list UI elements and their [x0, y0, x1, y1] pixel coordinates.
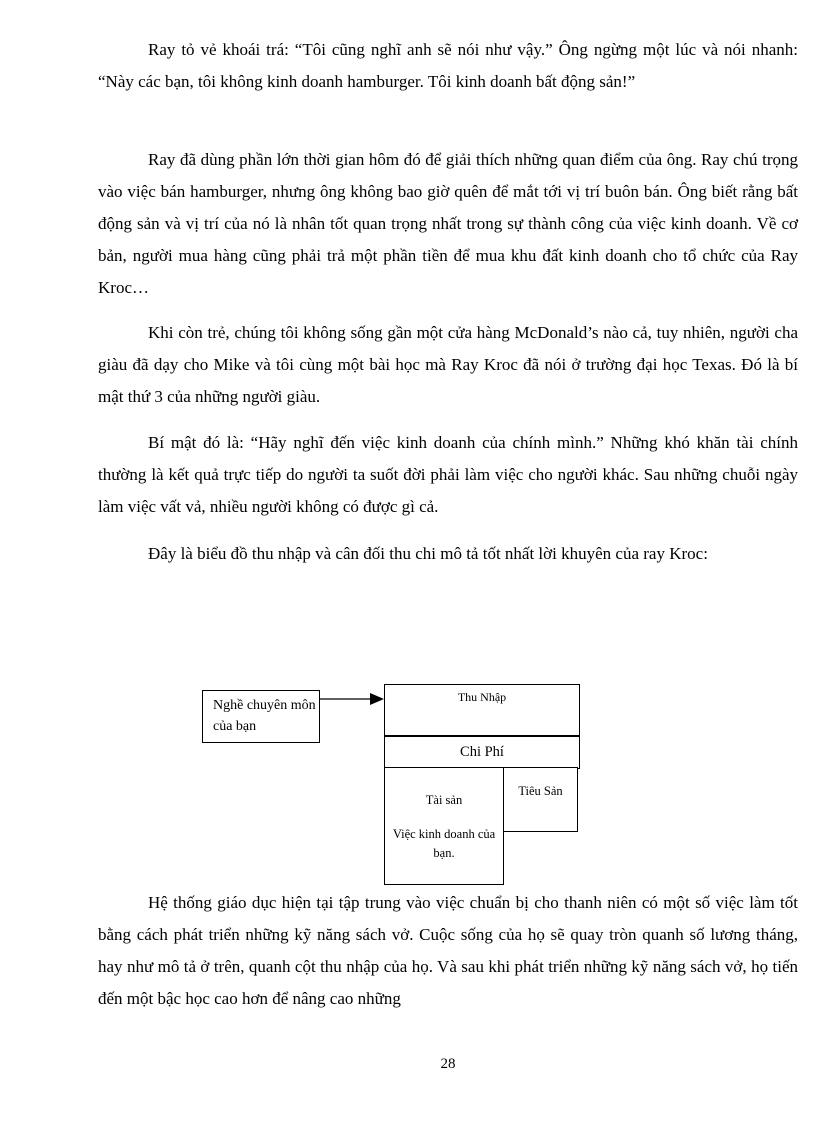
liabilities-box: Tiêu Sản: [503, 767, 578, 832]
career-box: Nghề chuyên môn của bạn: [202, 690, 320, 743]
paragraph-2: Ray đã dùng phần lớn thời gian hôm đó để giải thích những quan điểm của ông. Ray chú trọng vào việc bán hamburger, nhưng ông không bao giờ quên để mắt tới vị trí buôn bán. Ông biết rằng bất động sản và vị trí của nó là nhân tốt quan trọng nhất trong sự thành công của việc kinh doanh. Về cơ bản, người mua hàng cũng phải trả một phần tiền để mua khu đất kinh doanh cho tổ chức của Ray Kroc…: [98, 150, 798, 297]
income-box: Thu Nhập: [384, 684, 580, 736]
paragraph-1: Ray tỏ vẻ khoái trá: “Tôi cũng nghĩ anh sẽ nói như vậy.” Ông ngừng một lúc và nói nhanh: “Này các bạn, tôi không kinh doanh hamburger. Tôi kinh doanh bất động sản!”: [98, 40, 798, 91]
paragraph-3: Khi còn trẻ, chúng tôi không sống gần một cửa hàng McDonald’s nào cả, tuy nhiên, người cha giàu đã dạy cho Mike và tôi cùng một bài học mà Ray Kroc đã nói ở trường đại học Texas. Đó là bí mật thứ 3 của những người giàu.: [98, 323, 798, 406]
page-number: 28: [440, 1056, 456, 1072]
arrow-right-icon: [320, 690, 386, 710]
expense-box: Chi Phí: [384, 736, 580, 769]
business-label: Việc kinh doanh của bạn.: [392, 827, 496, 860]
assets-box: [384, 767, 504, 885]
paragraph-5: Đây là biểu đồ thu nhập và cân đối thu chi mô tả tốt nhất lời khuyên của ray Kroc:: [148, 544, 708, 563]
paragraph-4: Bí mật đó là: “Hãy nghĩ đến việc kinh doanh của chính mình.” Những khó khăn tài chính thường là kết quả trực tiếp do người ta suốt đời phải làm việc cho người khác. Sau những chuỗi ngày làm việc vất vả, nhiều người không có được gì cả.: [98, 433, 798, 516]
paragraph-6: Hệ thống giáo dục hiện tại tập trung vào việc chuẩn bị cho thanh niên có một số việc làm tốt bằng cách phát triển những kỹ năng sách vở. Cuộc sống của họ sẽ quay tròn quanh số lương tháng, hay như mô tả ở trên, quanh cột thu nhập của họ. Và sau khi phát triển những kỹ năng sách vở, họ tiến đến một bậc học cao hơn để nâng cao những: [98, 893, 798, 1008]
assets-label: Tài sản: [425, 793, 463, 807]
